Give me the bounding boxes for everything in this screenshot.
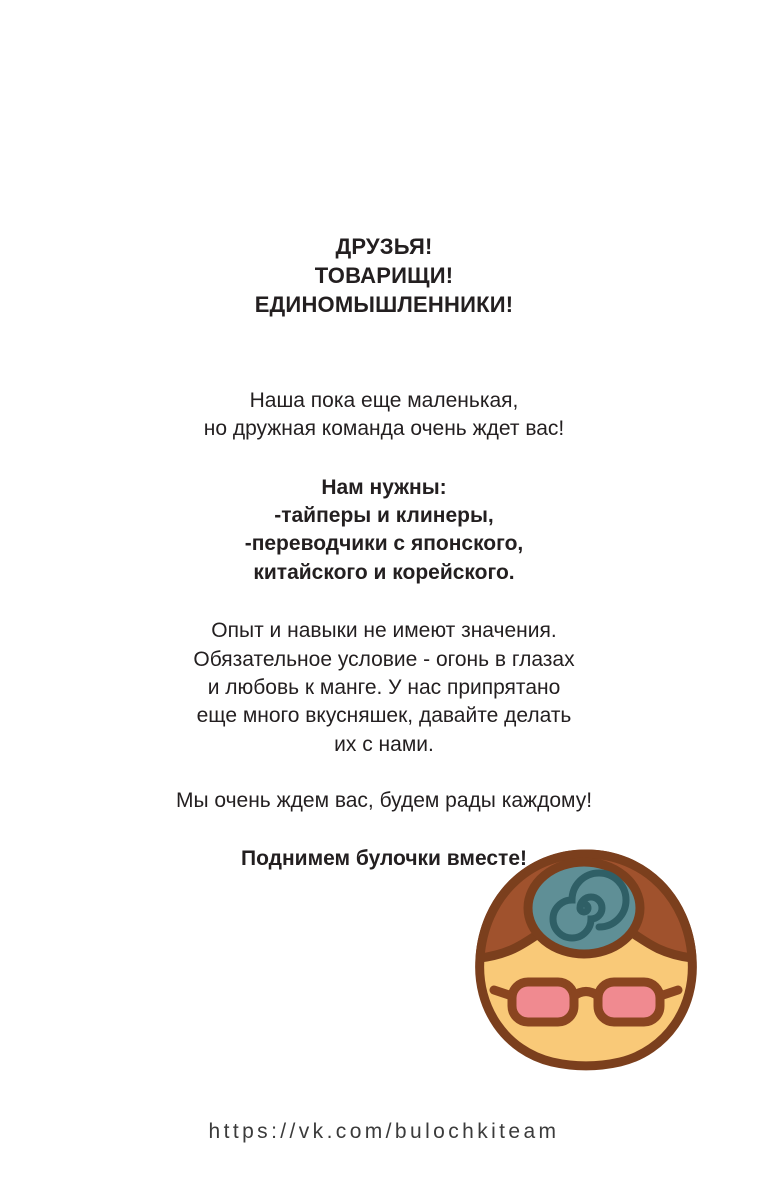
needs-line-1: Нам нужны: [321,475,447,499]
intro-line-1: Наша пока еще маленькая, [249,389,519,413]
welcome-line: Мы очень ждем вас, будем рады каждому! [175,788,593,812]
needs-line-3: -переводчики с японского, [244,532,524,556]
headline-line-3: ЕДИНОМЫШЛЕННИКИ! [254,292,514,318]
details-line-4: еще много вкусняшек, давайте делать [196,704,572,728]
bun-mascot-icon [466,846,706,1076]
details-line-5: их с нами. [334,732,434,756]
details-line-2: Обязательное условие - огонь в глазах [193,647,575,671]
closing-line: Поднимем булочки вместе! [241,847,527,871]
intro-paragraph [204,387,565,444]
needs-paragraph [245,474,524,587]
needs-line-2: -тайперы и клинеры, [274,504,494,528]
details-line-1: Опыт и навыки не имеют значения. [211,619,557,643]
headline-line-1: ДРУЗЬЯ! [335,234,433,259]
footer-url[interactable]: https://vk.com/bulochkiteam [208,1120,560,1143]
needs-line-4: китайского и корейского. [253,560,515,584]
details-paragraph [193,617,574,759]
headline [255,232,514,319]
welcome-paragraph [176,787,592,815]
details-line-3: и любовь к манге. У нас припрятано [207,675,561,699]
headline-line-2: ТОВАРИЩИ! [314,263,454,289]
intro-line-2: но дружная команда очень ждет вас! [203,417,565,441]
